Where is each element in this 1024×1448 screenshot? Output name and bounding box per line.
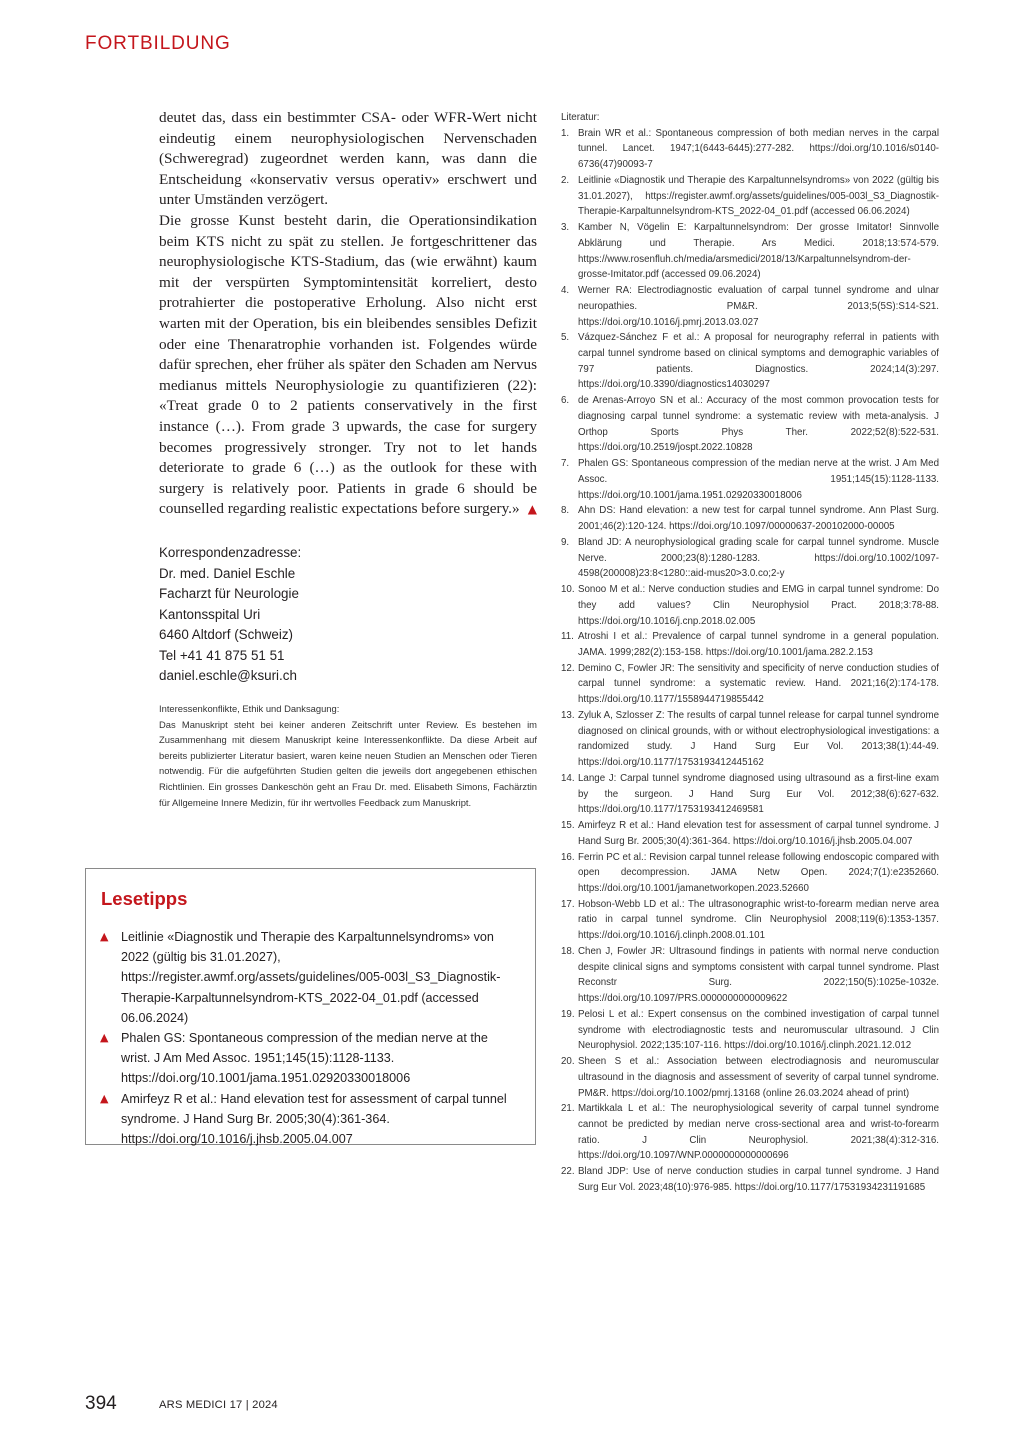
article-paragraph-text: Die grosse Kunst besteht darin, die Operationsindikation beim KTS nicht zu spät zu stellen. Je fortgeschrittener das neurophysiologische KTS-Stadium, das (wie erwähnt) kaum mit der verspürten Symptomintensität korreliert, desto protrahierter die postoperative Erholung. Also nicht erst warten mit der Operation, bis ein bleibendes sensibles Defizit oder eine Thenaratrophie vorhanden ist. Folgendes würde dafür sprechen, eher früher als später den Schaden am Nervus medianus mittels Neurophysiologie zu quantifizieren (22): «Treat grade 0 to 2 patients conservatively in the first instance (…). From grade 3 upwards, the case for surgery becomes progressively stronger. Try not to let hands deteriorate to grade 6 (…) as the outlook for these with surgery is relatively poor. Patients in grade 6 should be counselled regarding realistic expectations before surgery.» [159,211,537,518]
reference-item [561,1164,939,1195]
reference-number: 13. [561,709,575,721]
reference-item [561,582,939,629]
reference-text: Phalen GS: Spontaneous compression of the median nerve at the wrist. J Am Med Assoc. 1951;145(15):1128-1133. https://doi.org/10.1001/jama.1951.02920330018006 [578,458,939,501]
postal-address: 6460 Altdorf (Schweiz) [159,627,293,642]
references-heading: Literatur: [561,112,600,123]
triangle-bullet-icon: ▲ [100,1031,109,1045]
reference-text: Martikkala L et al.: The neurophysiological severity of carpal tunnel syndrome cannot be predicted by median nerve cross-sectional area and wrist-to-forearm ratio. J Clin Neurophysiol. 2021;38(4):312-316. https://doi.org/10.1097/WNP.0000000000000696 [578,1103,939,1162]
phone-number: Tel +41 41 875 51 51 [159,647,285,663]
triangle-bullet-icon: ▲ [100,1091,109,1105]
disclosure-text: Das Manuskript steht bei keiner anderen Zeitschrift unter Review. Es bestehen im Zusammenhang mit diesem Manuskript keine Interessenkonflikte. Da diese Arbeit auf bereits publizierter Literatur basiert, waren keine neuen Studien an Menschen oder Tieren notwendig. Für die aufgeführten Studien gelten die jeweils dort angegebenen ethischen Richtlinien. Ein grosses Dankeschön geht an Frau Dr. med. Elisabeth Simons, Fachärztin für Allgemeine Innere Medizin, für ihr wertvolles Feedback zum Manuskript. [159,718,537,808]
reference-item [561,1007,939,1054]
reference-number: 9. [561,536,570,548]
article-paragraph: deutet das, dass ein bestimmter CSA- oder WFR-Wert nicht eindeutig einem neurophysiologischen Nervenschaden (Schweregrad) zugeordnet werden kann, was dann die Entscheidung «konservativ versus operativ» erschwert und unter Umständen verzögert. [159,109,537,209]
reading-tips-list [100,927,520,1149]
reference-number: 5. [561,332,570,344]
author-name: Dr. med. Daniel Eschle [159,565,296,581]
reference-text: Atroshi I et al.: Prevalence of carpal tunnel syndrome in a general population. JAMA. 1999;282(2):153-158. https://doi.org/10.1001/jama.282.2.153 [578,631,939,658]
section-label: FORTBILDUNG [85,33,231,54]
journal-issue: ARS MEDICI 17 | 2024 [159,1399,278,1411]
reference-item [561,126,939,173]
reference-item [561,661,939,708]
reference-text: Chen J, Fowler JR: Ultrasound findings in patients with normal nerve conduction despite clinical signs and symptoms consistent with carpal tunnel syndrome. Plast Reconstr Surg. 2022;150(5):1025e-1032e. https://doi.org/10.1097/PRS.0000000000009622 [578,945,939,1005]
email-address: daniel.eschle@ksuri.ch [159,668,297,683]
article-body [159,108,537,520]
reference-text: Ahn DS: Hand elevation: a new test for carpal tunnel syndrome. Ann Plast Surg. 2001;46(2):120-124. https://doi.org/10.1097/00000637-200102000-00005 [578,505,939,533]
reference-number: 8. [561,505,570,517]
reading-tip-text: Amirfeyz R et al.: Hand elevation test for assessment of carpal tunnel syndrome. J Hand Surg Br. 2005;30(4):361-364. https://doi.org/10.1016/j.jhsb.2005.04.007 [121,1091,507,1147]
reference-item [561,1101,939,1164]
reference-number: 6. [561,395,570,407]
references-list [561,126,939,1196]
reference-text: Bland JDP: Use of nerve conduction studies in carpal tunnel syndrome. J Hand Surg Eur Vol. 2023;48(10):976-985. https://doi.org/10.1177/17531934231191685 [578,1166,939,1193]
reference-number: 21. [561,1103,575,1115]
page-number: 394 [85,1393,117,1414]
reference-text: Brain WR et al.: Spontaneous compression of both median nerves in the carpal tunnel. Lancet. 1947;1(6443-6445):277-282. https://doi.org/10.1016/s0140-6736(47)90093-7 [578,127,939,171]
reference-number: 2. [561,174,570,186]
reference-number: 12. [561,662,575,674]
reading-tip-text: Phalen GS: Spontaneous compression of the median nerve at the wrist. J Am Med Assoc. 1951;145(15):1128-1133. https://doi.org/10.1001/jama.1951.02920330018006 [121,1031,488,1086]
correspondence-address [159,543,537,687]
reading-tip-item [100,1089,520,1150]
reference-text: Ferrin PC et al.: Revision carpal tunnel release following endoscopic compared with open decompression. JAMA Netw Open. 2024;7(1):e2352660. https://doi.org/10.1001/jamanetworkopen.2023.52660 [578,851,939,894]
reading-tip-text: Leitlinie «Diagnostik und Therapie des Karpaltunnelsyndroms» von 2022 (gültig bis 31.01.2027), https://register.awmf.org/assets/guidelines/005-003l_S3_Diagnostik-Therapie-Karpaltunnelsyndrom-KTS_2022-04_01.pdf (accessed 06.06.2024) [121,930,501,1025]
disclosure-heading: Interessenkonflikte, Ethik und Danksagung: [159,703,340,714]
triangle-bullet-icon: ▲ [100,930,109,943]
reference-item [561,330,939,393]
reference-item [561,535,939,582]
reference-item [561,944,939,1007]
reference-text: Demino C, Fowler JR: The sensitivity and specificity of nerve conduction studies of carpal tunnel syndrome: a systematic review. Hand. 2021;16(2):174-178. https://doi.org/10.1177/1558944719855442 [578,662,939,706]
article-paragraph [159,211,537,520]
reference-text: Zyluk A, Szlosser Z: The results of carpal tunnel release for carpal tunnel syndrome diagnosed on clinical grounds, with or without electrophysiological investigations: a randomized study. J Hand Surg Eur Vol. 2013;38(1):44-49. https://doi.org/10.1177/1753193412445162 [578,709,939,769]
reference-item [561,818,939,849]
reference-text: Vázquez-Sánchez F et al.: A proposal for neurography referral in patients with carpal tunnel syndrome based on clinical symptoms and demographic variables of 797 patients. Diagnostics. 2024;14(3):297. https://doi.org/10.3390/diagnostics14030297 [578,332,939,391]
reference-item [561,393,939,456]
reference-item [561,708,939,771]
references-section [561,110,939,1196]
institution: Kantonsspital Uri [159,606,261,622]
reading-tip-item [100,927,520,1028]
reference-text: Leitlinie «Diagnostik und Therapie des Karpaltunnelsyndroms» von 2022 (gültig bis 31.01.2027), https://register.awmf.org/assets/guidelines/005-003l_S3_Diagnostik-Therapie-Karpaltunnelsyndrom-KTS_2022-04_01.pdf (accessed 06.06.2024) [578,174,939,218]
disclosure-note [159,701,537,810]
reference-text: Hobson-Webb LD et al.: The ultrasonographic wrist-to-forearm median nerve area ratio in carpal tunnel syndrome. Clin Neurophysiol 2008;119(6):1353-1357. https://doi.org/10.1016/j.clinph.2008.01.101 [578,898,939,942]
reference-text: Lange J: Carpal tunnel syndrome diagnosed using ultrasound as a first-line exam by the surgeon. J Hand Surg Eur Vol. 2012;38(6):627-632. https://doi.org/10.1177/1753193412469581 [578,772,939,816]
reference-text: Amirfeyz R et al.: Hand elevation test for assessment of carpal tunnel syndrome. J Hand Surg Br. 2005;30(4):361-364. https://doi.org/10.1016/j.jhsb.2005.04.007 [578,820,939,847]
reference-item [561,771,939,818]
reference-item [561,173,939,220]
reference-number: 22. [561,1166,575,1178]
reference-item [561,283,939,330]
reference-number: 7. [561,458,570,470]
reference-number: 18. [561,945,575,957]
reading-tips-title: Lesetipps [101,888,188,909]
reference-number: 11. [561,631,574,643]
reference-number: 4. [561,285,570,297]
reference-item [561,897,939,944]
reference-number: 1. [561,127,570,139]
reference-number: 17. [561,898,575,910]
reference-number: 15. [561,820,575,832]
end-of-article-triangle-icon: ▲ [527,502,537,517]
reference-text: Sonoo M et al.: Nerve conduction studies and EMG in carpal tunnel syndrome: Do they add values? Clin Neurophysiol Pract. 2018;3:78-88. https://doi.org/10.1016/j.cnp.2018.02.005 [578,584,939,627]
reference-number: 3. [561,222,570,234]
reference-item [561,503,939,534]
reference-number: 16. [561,851,575,863]
reference-item [561,220,939,283]
reference-item [561,1054,939,1101]
reference-number: 14. [561,772,575,784]
reading-tip-item [100,1028,520,1089]
reference-text: Pelosi L et al.: Expert consensus on the combined investigation of carpal tunnel syndrome with electrodiagnostic tests and neuromuscular ultrasound. J Clin Neurophysiol. 2022;135:107-116. https://doi.org/10.1016/j.clinph.2021.12.012 [578,1008,939,1052]
reference-text: Werner RA: Electrodiagnostic evaluation of carpal tunnel syndrome and ulnar neuropathies. PM&R. 2013;5(5S):S14-S21. https://doi.org/10.1016/j.pmrj.2013.03.027 [578,285,939,328]
reference-number: 19. [561,1008,575,1020]
reference-text: de Arenas-Arroyo SN et al.: Accuracy of the most common provocation tests for diagnosing carpal tunnel syndrome: a systematic review with meta-analysis. J Orthop Sports Phys Ther. 2022;52(8):522-531. https://doi.org/10.2519/jospt.2022.10828 [578,395,939,454]
reference-text: Kamber N, Vögelin E: Karpaltunnelsyndrom: Der grosse Imitator! Sinnvolle Abklärung und Therapie. Ars Medici. 2018;13:574-579. https://www.rosenfluh.ch/media/arsmedici/2018/13/Karpaltunnelsyndrom-der-grosse-Imitator.pdf (accessed 09.06.2024) [578,222,939,281]
author-title: Facharzt für Neurologie [159,586,299,601]
reference-item [561,850,939,897]
reference-text: Bland JD: A neurophysiological grading scale for carpal tunnel syndrome. Muscle Nerve. 2000;23(8):1280-1283. https://doi.org/10.1002/1097-4598(200008)23:8<1280::aid-mus20>3.0.co;2-y [578,536,939,580]
reading-tips-box [85,868,536,1145]
reference-number: 20. [561,1056,575,1068]
correspondence-heading: Korrespondenzadresse: [159,545,302,560]
reference-item [561,456,939,503]
reference-item [561,629,939,660]
reference-text: Sheen S et al.: Association between electrodiagnosis and neuromuscular ultrasound in the diagnosis and assessment of severity of carpal tunnel syndrome. PM&R. https://doi.org/10.1002/pmrj.13168 (online 26.03.2024 ahead of print) [578,1056,939,1099]
reference-number: 10. [561,584,575,596]
